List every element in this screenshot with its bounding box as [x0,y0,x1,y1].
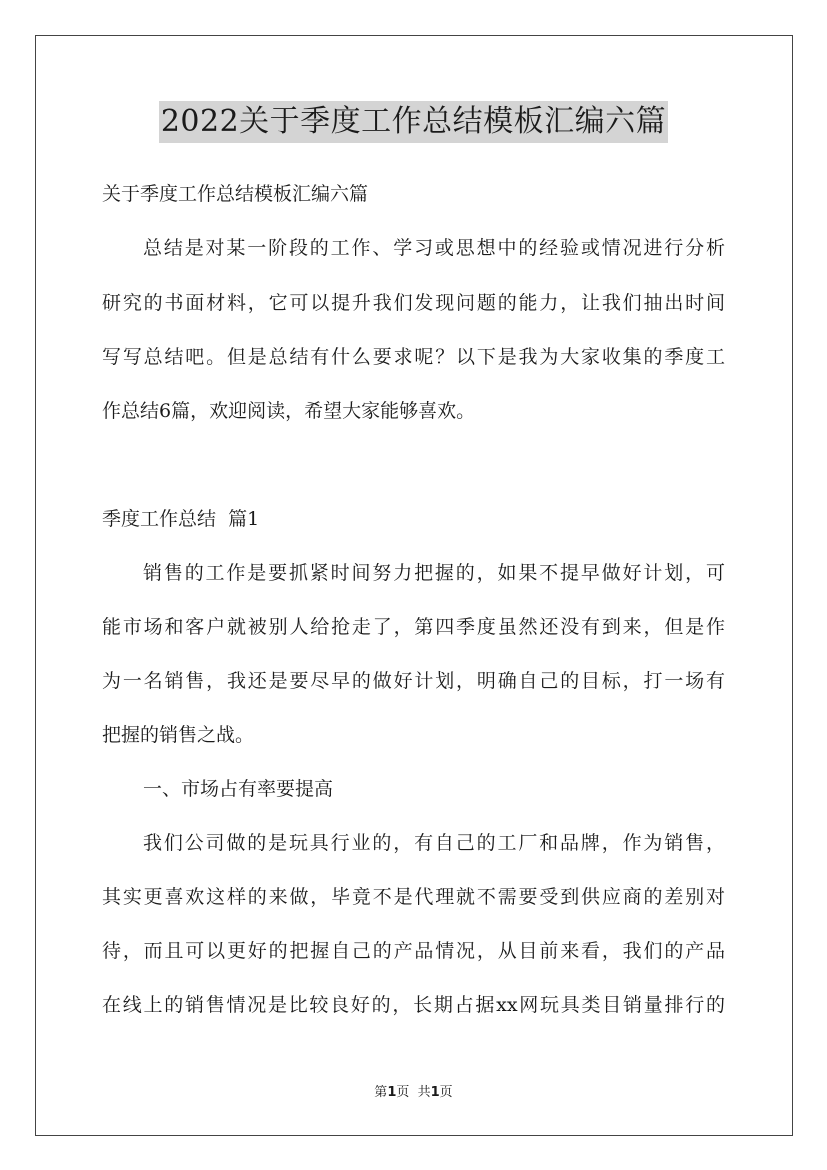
sub-heading: 一、市场占有率要提高 [143,778,334,800]
page-number: 1 [387,1085,397,1100]
section-heading: 季度工作总结 篇1 [102,508,260,530]
page-footer: 第1页 共1页 [374,1085,453,1100]
intro-line-3: 写写总结吧。但是总结有什么要求呢？以下是我为大家收集的季度工 [102,346,725,368]
para1-line-4: 把握的销售之战。 [102,724,255,746]
para2-line-3: 待，而且可以更好的把握自己的产品情况，从目前来看，我们的产品 [102,940,725,962]
para2-line-2: 其实更喜欢这样的来做，毕竟不是代理就不需要受到供应商的差别对 [102,886,725,908]
para2-line-4: 在线上的销售情况是比较良好的，长期占据xx网玩具类目销量排行的 [102,994,725,1016]
document-title: 2022关于季度工作总结模板汇编六篇 [159,101,668,143]
para1-line-1: 销售的工作是要抓紧时间努力把握的，如果不提早做好计划，可 [143,562,725,584]
intro-line-1: 总结是对某一阶段的工作、学习或思想中的经验或情况进行分析 [143,237,725,259]
intro-line-4: 作总结6篇，欢迎阅读，希望大家能够喜欢。 [102,400,476,422]
para1-line-3: 为一名销售，我还是要尽早的做好计划，明确自己的目标，打一场有 [102,670,725,692]
page-total: 1 [430,1085,440,1100]
para1-line-2: 能市场和客户就被别人给抢走了，第四季度虽然还没有到来，但是作 [102,616,725,638]
para2-line-1: 我们公司做的是玩具行业的，有自己的工厂和品牌，作为销售， [143,832,725,854]
intro-line-2: 研究的书面材料，它可以提升我们发现问题的能力，让我们抽出时间 [102,292,725,314]
document-subtitle: 关于季度工作总结模板汇编六篇 [102,183,369,205]
